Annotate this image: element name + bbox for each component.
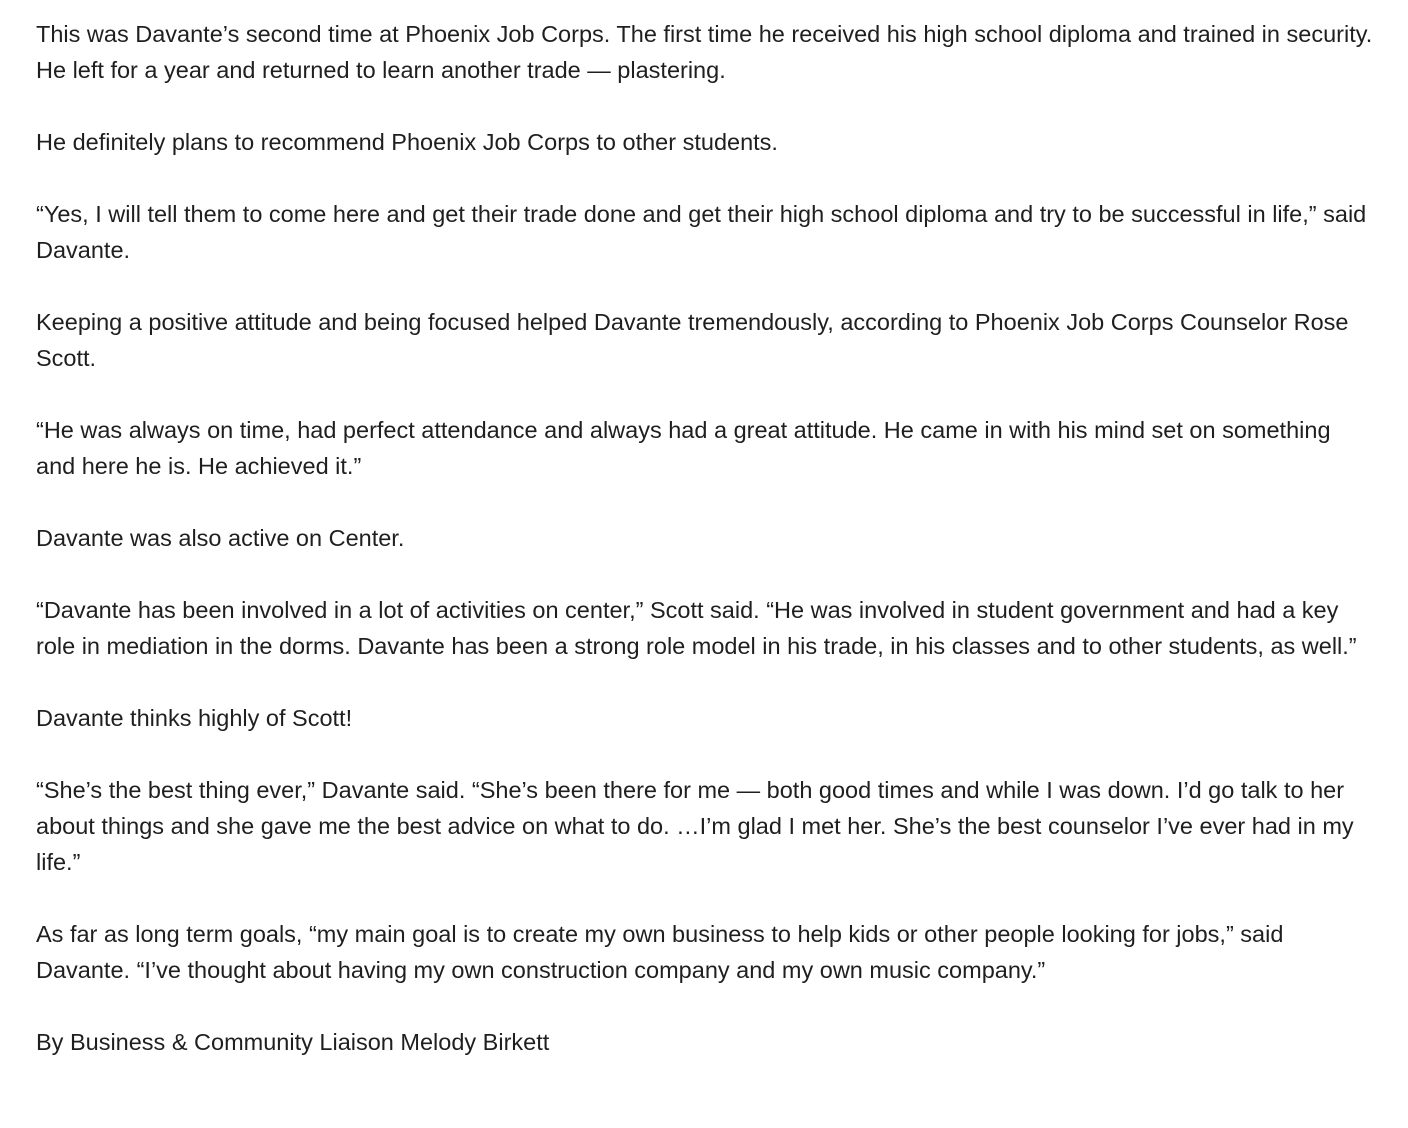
- paragraph-quote-on-time: “He was always on time, had perfect attendance and always had a great attitude. He came in with his mind set on something and here he is. He achieved it.”: [36, 417, 1331, 479]
- paragraph-quote-trade: “Yes, I will tell them to come here and get their trade done and get their high school diploma and try to be successful in life,” said Davante.: [36, 201, 1367, 263]
- article-body: [36, 16, 1376, 1060]
- paragraph-long-term-goals: As far as long term goals, “my main goal is to create my own business to help kids or other people looking for jobs,” said Davante. “I’ve thought about having my own construction company and my own music company.”: [36, 921, 1284, 983]
- paragraph-positive-attitude: Keeping a positive attitude and being focused helped Davante tremendously, according to Phoenix Job Corps Counselor Rose Scott.: [36, 309, 1349, 371]
- paragraph-quote-activities: “Davante has been involved in a lot of activities on center,” Scott said. “He was involved in student government and had a key role in mediation in the dorms. Davante has been a strong role model in his trade, in his classes and to other students, as well.”: [36, 597, 1357, 659]
- paragraph-recommend: He definitely plans to recommend Phoenix Job Corps to other students.: [36, 129, 778, 155]
- paragraph-second-time: This was Davante’s second time at Phoenix Job Corps. The first time he received his high school diploma and trained in security. He left for a year and returned to learn another trade — plastering.: [36, 21, 1373, 83]
- paragraph-thinks-highly: Davante thinks highly of Scott!: [36, 705, 353, 731]
- paragraph-quote-best-thing: “She’s the best thing ever,” Davante said. “She’s been there for me — both good times and while I was down. I’d go talk to her about things and she gave me the best advice on what to do. …I’m glad I met her. She’s the best counselor I’ve ever had in my life.”: [36, 777, 1354, 875]
- byline: By Business & Community Liaison Melody Birkett: [36, 1029, 550, 1055]
- paragraph-active-on-center: Davante was also active on Center.: [36, 525, 405, 551]
